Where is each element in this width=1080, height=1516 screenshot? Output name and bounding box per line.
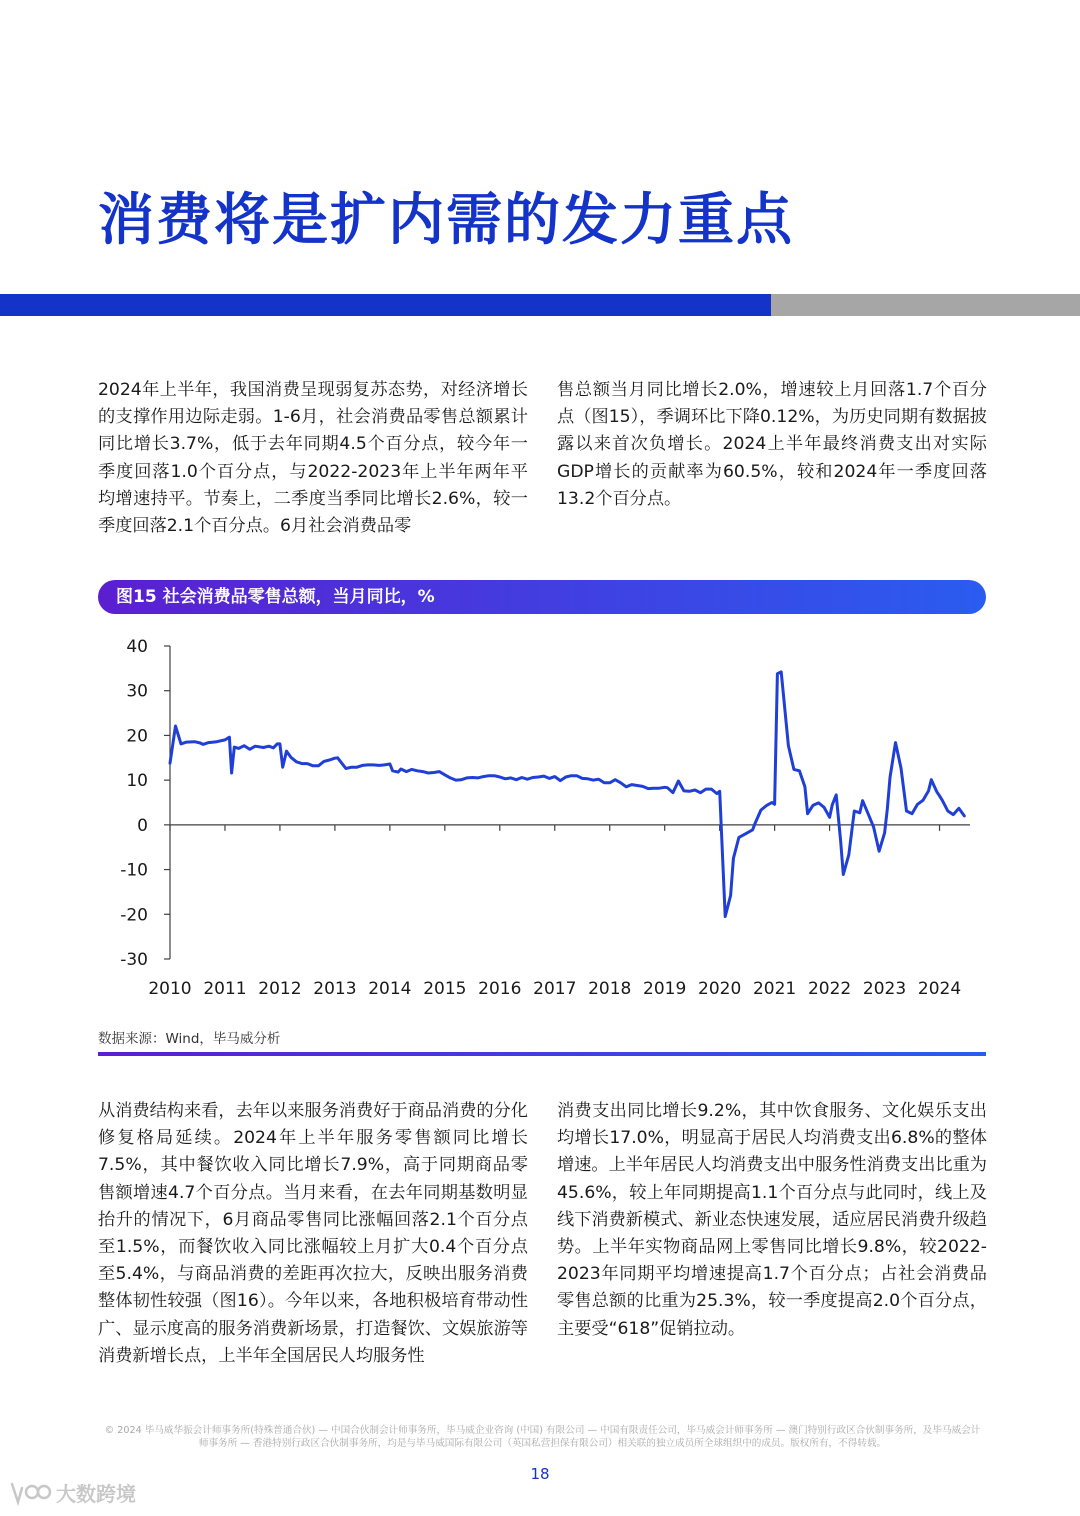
y-tick-label: 30	[126, 681, 148, 702]
y-tick-label: 0	[137, 815, 148, 836]
data-source: 数据来源：Wind，毕马威分析	[98, 1031, 281, 1047]
paragraph-2-left	[98, 1098, 528, 1370]
x-tick-label: 2020	[698, 979, 742, 999]
y-tick-label: 20	[126, 726, 148, 747]
paragraph-2-left-text: 从消费结构来看，去年以来服务消费好于商品消费的分化修复格局延续。2024年上半年服务零售额同比增长7.5%，其中餐饮收入同比增长7.9%，高于同期商品零售额增速4.7个百分点。当月来看，在去年同期基数明显抬升的情况下，6月商品零售同比涨幅回落2.1个百分点至1.5%，而餐饮收入同比涨幅较上月扩大0.4个百分点至5.4%，与商品消费的差距再次拉大，反映出服务消费整体韧性较强（图16）。今年以来，各地积极培育带动性广、显示度高的服务消费新场景，打造餐饮、文娱旅游等消费新增长点，上半年全国居民人均服务性	[98, 1101, 528, 1366]
y-tick-label: -10	[120, 860, 148, 881]
header-band-gray	[771, 294, 1080, 316]
watermark-text: 大数跨境	[56, 1482, 136, 1506]
header-band-blue	[0, 294, 771, 316]
x-tick-label: 2023	[862, 979, 907, 999]
page-number: 18	[530, 1465, 550, 1483]
y-tick-label: 40	[126, 637, 148, 657]
page-title: 消费将是扩内需的发力重点	[98, 188, 794, 253]
paragraph-2-right	[557, 1098, 987, 1343]
y-axis	[120, 637, 170, 970]
watermark-logo-icon	[8, 1480, 52, 1506]
x-tick-label: 2024	[917, 979, 962, 999]
paragraph-1-right	[557, 377, 987, 513]
y-tick-label: 10	[126, 771, 148, 792]
x-tick-label: 2014	[368, 979, 412, 999]
x-tick-label: 2019	[643, 979, 687, 999]
paragraph-1-left-text: 2024年上半年，我国消费呈现弱复苏态势，对经济增长的支撑作用边际走弱。1-6月，社会消费品零售总额累计同比增长3.7%，低于去年同期4.5个百分点，较今年一季度回落1.0个百分点，与2022-2023年上半年两年平均增速持平。节奏上，二季度当季同比增长2.6%，较一季度回落2.1个百分点。6月社会消费品零	[98, 380, 528, 537]
series-line-0	[170, 672, 964, 917]
copyright-note: © 2024 毕马威华振会计师事务所(特殊普通合伙) — 中国合伙制会计师事务所，毕马威企业咨询 (中国) 有限公司 — 中国有限责任公司，毕马威会计师事务所 — 澳门特别行政区合伙制事务所，及毕马威会计师事务所 — 香港特别行政区合伙制事务所，均是与毕马威国际有限公司（英国私营担保有限公司）相关联的独立成员所全球组织中的成员。版权所有，不得转载。	[104, 1425, 981, 1449]
x-tick-label: 2013	[313, 979, 357, 999]
x-tick-label: 2017	[533, 979, 577, 999]
series-group	[170, 672, 964, 917]
paragraph-1-right-text: 售总额当月同比增长2.0%，增速较上月回落1.7个百分点（图15），季调环比下降0.12%，为历史同期有数据披露以来首次负增长。2024上半年最终消费支出对实际GDP增长的贡献率为60.5%，较和2024年一季度回落13.2个百分点。	[557, 380, 987, 509]
source-rule	[98, 1052, 986, 1056]
x-tick-label: 2011	[203, 979, 247, 999]
x-axis	[148, 825, 970, 999]
paragraph-2-right-text: 消费支出同比增长9.2%，其中饮食服务、文化娱乐支出均增长17.0%，明显高于居民人均消费支出6.8%的整体增速。上半年居民人均消费支出中服务性消费支出比重为45.6%，较上年同期提高1.1个百分点与此同时，线上及线下消费新模式、新业态快速发展，适应居民消费升级趋势。上半年实物商品网上零售同比增长9.8%，较2022-2023年同期平均增速提高1.7个百分点；占社会消费品零售总额的比重为25.3%，较一季度提高2.0个百分点，主要受“618”促销拉动。	[557, 1101, 987, 1339]
x-tick-label: 2018	[588, 979, 632, 999]
paragraph-1-left	[98, 377, 528, 540]
x-tick-label: 2016	[478, 979, 522, 999]
x-tick-label: 2021	[752, 979, 797, 999]
watermark	[8, 1478, 136, 1507]
y-tick-label: -20	[120, 905, 148, 926]
figure-15-label: 图15 社会消费品零售总额，当月同比，%	[98, 580, 986, 614]
x-tick-label: 2022	[807, 979, 852, 999]
x-tick-label: 2015	[423, 979, 467, 999]
x-tick-label: 2010	[148, 979, 192, 999]
x-tick-label: 2012	[258, 979, 302, 999]
y-tick-label: -30	[120, 950, 148, 970]
retail-sales-line-chart	[98, 630, 986, 1005]
